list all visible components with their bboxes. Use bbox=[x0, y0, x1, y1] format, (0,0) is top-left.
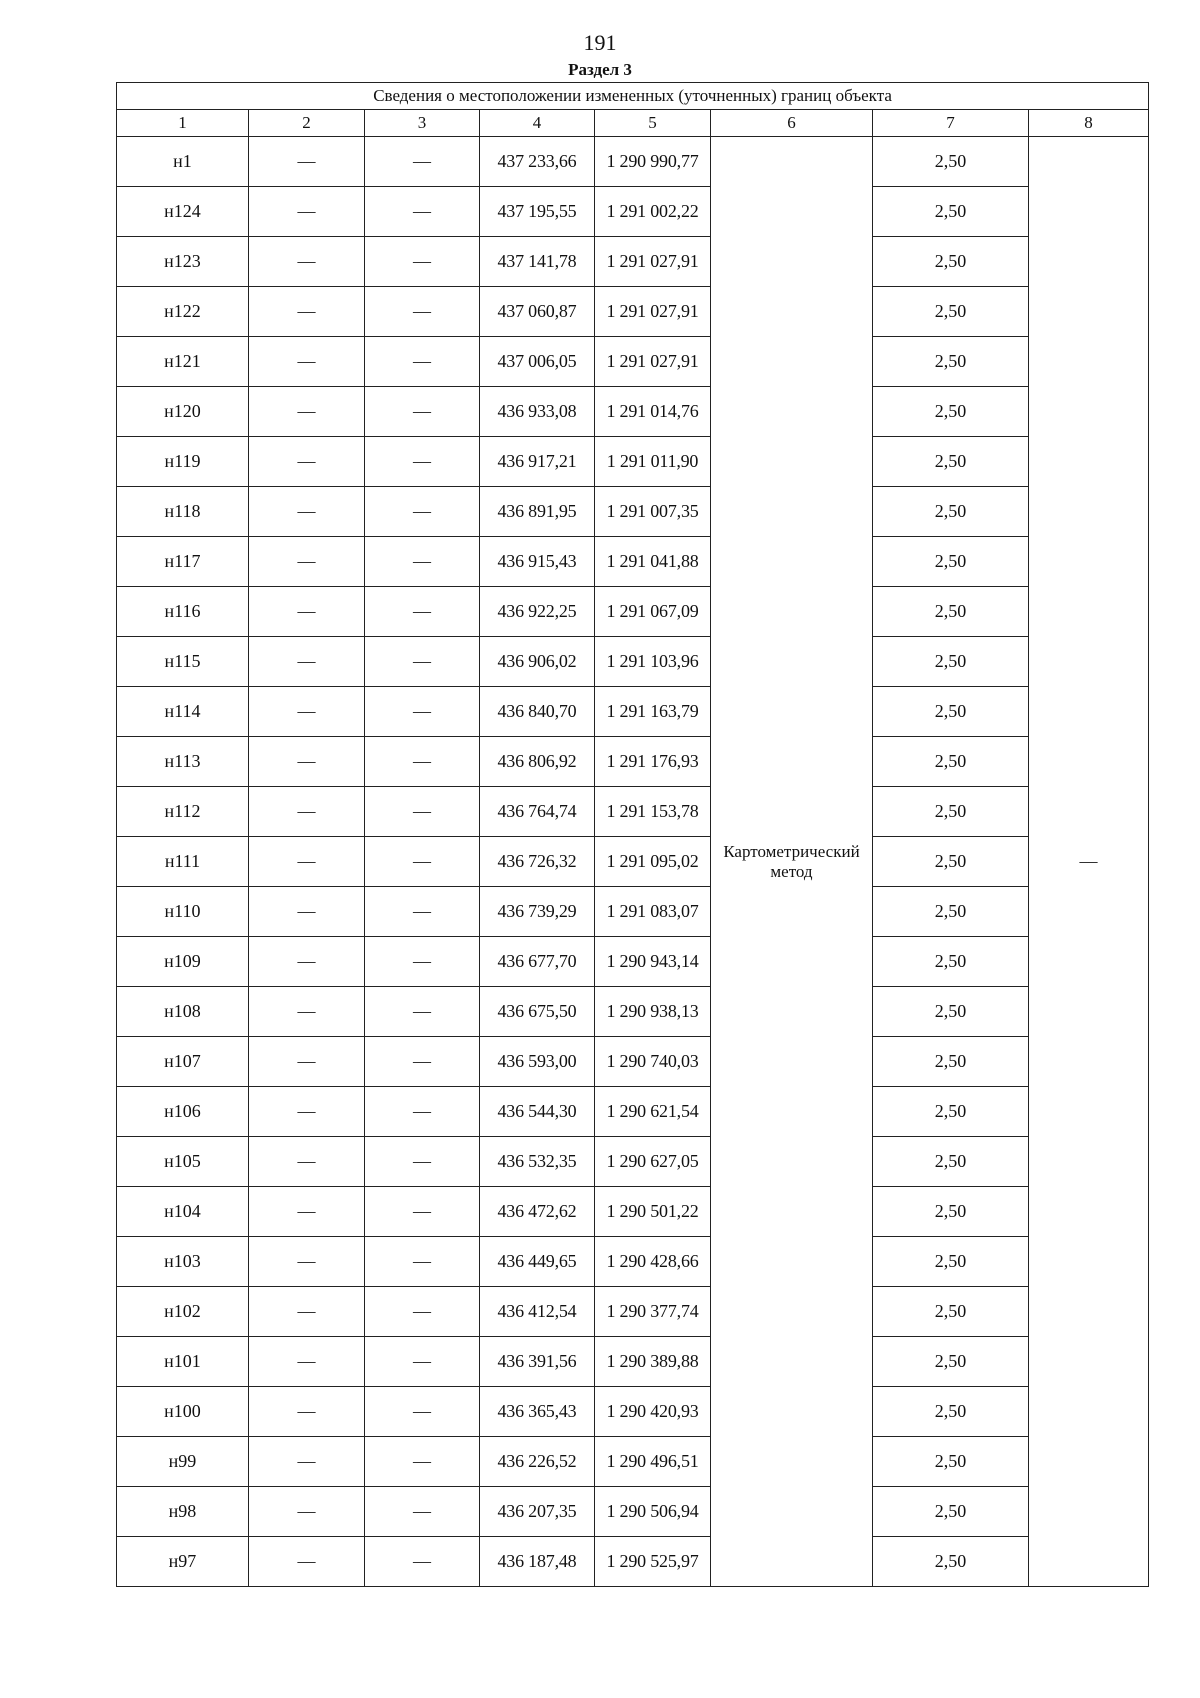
column-3-cell: — bbox=[365, 1337, 480, 1387]
column-2-cell: — bbox=[249, 1487, 365, 1537]
accuracy-cell: 2,50 bbox=[873, 687, 1029, 737]
column-3-cell: — bbox=[365, 137, 480, 187]
point-name-cell: н111 bbox=[117, 837, 249, 887]
column-2-cell: — bbox=[249, 237, 365, 287]
table-row bbox=[117, 987, 1149, 1037]
column-3-cell: — bbox=[365, 1137, 480, 1187]
column-2-cell: — bbox=[249, 437, 365, 487]
table-row bbox=[117, 1087, 1149, 1137]
column-2-cell: — bbox=[249, 1537, 365, 1587]
point-name-cell: н98 bbox=[117, 1487, 249, 1537]
table-row bbox=[117, 1437, 1149, 1487]
accuracy-cell: 2,50 bbox=[873, 137, 1029, 187]
table-row bbox=[117, 1287, 1149, 1337]
accuracy-cell: 2,50 bbox=[873, 287, 1029, 337]
table-row bbox=[117, 587, 1149, 637]
y-coordinate-cell: 1 291 027,91 bbox=[595, 337, 711, 387]
column-header: 2 bbox=[249, 110, 365, 137]
column-header: 5 bbox=[595, 110, 711, 137]
column-3-cell: — bbox=[365, 1187, 480, 1237]
point-name-cell: н102 bbox=[117, 1287, 249, 1337]
column-3-cell: — bbox=[365, 587, 480, 637]
table-row bbox=[117, 1037, 1149, 1087]
y-coordinate-cell: 1 291 103,96 bbox=[595, 637, 711, 687]
y-coordinate-cell: 1 290 420,93 bbox=[595, 1387, 711, 1437]
page-number: 191 bbox=[583, 30, 617, 55]
column-3-cell: — bbox=[365, 1287, 480, 1337]
table-row bbox=[117, 437, 1149, 487]
accuracy-cell: 2,50 bbox=[873, 1187, 1029, 1237]
point-name-cell: н121 bbox=[117, 337, 249, 387]
column-2-cell: — bbox=[249, 587, 365, 637]
accuracy-cell: 2,50 bbox=[873, 1137, 1029, 1187]
point-name-cell: н1 bbox=[117, 137, 249, 187]
accuracy-cell: 2,50 bbox=[873, 1487, 1029, 1537]
y-coordinate-cell: 1 290 496,51 bbox=[595, 1437, 711, 1487]
table-row bbox=[117, 487, 1149, 537]
y-coordinate-cell: 1 290 938,13 bbox=[595, 987, 711, 1037]
x-coordinate-cell: 436 840,70 bbox=[480, 687, 595, 737]
y-coordinate-cell: 1 291 027,91 bbox=[595, 287, 711, 337]
point-name-cell: н109 bbox=[117, 937, 249, 987]
y-coordinate-cell: 1 290 377,74 bbox=[595, 1287, 711, 1337]
table-row bbox=[117, 1237, 1149, 1287]
table-row bbox=[117, 787, 1149, 837]
accuracy-cell: 2,50 bbox=[873, 587, 1029, 637]
column-number-header bbox=[117, 110, 1149, 137]
column-3-cell: — bbox=[365, 1087, 480, 1137]
y-coordinate-cell: 1 290 740,03 bbox=[595, 1037, 711, 1087]
column-2-cell: — bbox=[249, 287, 365, 337]
column-2-cell: — bbox=[249, 737, 365, 787]
y-coordinate-cell: 1 291 041,88 bbox=[595, 537, 711, 587]
y-coordinate-cell: 1 291 067,09 bbox=[595, 587, 711, 637]
x-coordinate-cell: 436 906,02 bbox=[480, 637, 595, 687]
column-3-cell: — bbox=[365, 487, 480, 537]
table-row bbox=[117, 887, 1149, 937]
section-title: Раздел 3 bbox=[568, 60, 632, 79]
column-3-cell: — bbox=[365, 537, 480, 587]
point-name-cell: н118 bbox=[117, 487, 249, 537]
point-name-cell: н103 bbox=[117, 1237, 249, 1287]
accuracy-cell: 2,50 bbox=[873, 1537, 1029, 1587]
y-coordinate-cell: 1 291 095,02 bbox=[595, 837, 711, 887]
y-coordinate-cell: 1 290 389,88 bbox=[595, 1337, 711, 1387]
column-2-cell: — bbox=[249, 387, 365, 437]
point-name-cell: н114 bbox=[117, 687, 249, 737]
column-3-cell: — bbox=[365, 637, 480, 687]
table-row bbox=[117, 1487, 1149, 1537]
accuracy-cell: 2,50 bbox=[873, 887, 1029, 937]
y-coordinate-cell: 1 291 163,79 bbox=[595, 687, 711, 737]
accuracy-cell: 2,50 bbox=[873, 1437, 1029, 1487]
x-coordinate-cell: 436 187,48 bbox=[480, 1537, 595, 1587]
column-header: 8 bbox=[1029, 110, 1149, 137]
table-row bbox=[117, 1187, 1149, 1237]
column-2-cell: — bbox=[249, 637, 365, 687]
column-2-cell: — bbox=[249, 187, 365, 237]
accuracy-cell: 2,50 bbox=[873, 337, 1029, 387]
table-row bbox=[117, 737, 1149, 787]
accuracy-cell: 2,50 bbox=[873, 737, 1029, 787]
column-header: 3 bbox=[365, 110, 480, 137]
column-2-cell: — bbox=[249, 837, 365, 887]
x-coordinate-cell: 437 006,05 bbox=[480, 337, 595, 387]
table-row bbox=[117, 537, 1149, 587]
column-3-cell: — bbox=[365, 1537, 480, 1587]
x-coordinate-cell: 436 915,43 bbox=[480, 537, 595, 587]
x-coordinate-cell: 436 739,29 bbox=[480, 887, 595, 937]
column-2-cell: — bbox=[249, 987, 365, 1037]
table-row bbox=[117, 937, 1149, 987]
y-coordinate-cell: 1 290 428,66 bbox=[595, 1237, 711, 1287]
x-coordinate-cell: 437 233,66 bbox=[480, 137, 595, 187]
column-3-cell: — bbox=[365, 687, 480, 737]
accuracy-cell: 2,50 bbox=[873, 1037, 1029, 1087]
table-row bbox=[117, 387, 1149, 437]
column-2-cell: — bbox=[249, 137, 365, 187]
x-coordinate-cell: 436 544,30 bbox=[480, 1087, 595, 1137]
column-2-cell: — bbox=[249, 937, 365, 987]
accuracy-cell: 2,50 bbox=[873, 987, 1029, 1037]
table-row bbox=[117, 1537, 1149, 1587]
column-header: 4 bbox=[480, 110, 595, 137]
column-3-cell: — bbox=[365, 287, 480, 337]
table-row bbox=[117, 1337, 1149, 1387]
x-coordinate-cell: 436 917,21 bbox=[480, 437, 595, 487]
y-coordinate-cell: 1 291 011,90 bbox=[595, 437, 711, 487]
x-coordinate-cell: 436 933,08 bbox=[480, 387, 595, 437]
table-body bbox=[117, 137, 1149, 1587]
x-coordinate-cell: 436 207,35 bbox=[480, 1487, 595, 1537]
column-2-cell: — bbox=[249, 1287, 365, 1337]
point-name-cell: н120 bbox=[117, 387, 249, 437]
x-coordinate-cell: 436 391,56 bbox=[480, 1337, 595, 1387]
y-coordinate-cell: 1 290 501,22 bbox=[595, 1187, 711, 1237]
accuracy-cell: 2,50 bbox=[873, 1237, 1029, 1287]
x-coordinate-cell: 436 472,62 bbox=[480, 1187, 595, 1237]
point-name-cell: н124 bbox=[117, 187, 249, 237]
point-name-cell: н112 bbox=[117, 787, 249, 837]
point-name-cell: н107 bbox=[117, 1037, 249, 1087]
column-3-cell: — bbox=[365, 1237, 480, 1287]
column-2-cell: — bbox=[249, 887, 365, 937]
y-coordinate-cell: 1 290 621,54 bbox=[595, 1087, 711, 1137]
x-coordinate-cell: 436 593,00 bbox=[480, 1037, 595, 1087]
accuracy-cell: 2,50 bbox=[873, 937, 1029, 987]
column-8-cell: — bbox=[1029, 137, 1149, 1587]
column-2-cell: — bbox=[249, 1437, 365, 1487]
column-3-cell: — bbox=[365, 937, 480, 987]
column-3-cell: — bbox=[365, 437, 480, 487]
x-coordinate-cell: 436 412,54 bbox=[480, 1287, 595, 1337]
table-row bbox=[117, 137, 1149, 187]
accuracy-cell: 2,50 bbox=[873, 1087, 1029, 1137]
column-2-cell: — bbox=[249, 1387, 365, 1437]
y-coordinate-cell: 1 291 176,93 bbox=[595, 737, 711, 787]
column-3-cell: — bbox=[365, 1037, 480, 1087]
column-2-cell: — bbox=[249, 1187, 365, 1237]
accuracy-cell: 2,50 bbox=[873, 837, 1029, 887]
table-row bbox=[117, 1137, 1149, 1187]
accuracy-cell: 2,50 bbox=[873, 787, 1029, 837]
point-name-cell: н101 bbox=[117, 1337, 249, 1387]
column-3-cell: — bbox=[365, 337, 480, 387]
method-cell: Картометрический метод bbox=[711, 137, 873, 1587]
column-2-cell: — bbox=[249, 487, 365, 537]
column-2-cell: — bbox=[249, 1087, 365, 1137]
x-coordinate-cell: 436 449,65 bbox=[480, 1237, 595, 1287]
x-coordinate-cell: 436 806,92 bbox=[480, 737, 595, 787]
accuracy-cell: 2,50 bbox=[873, 637, 1029, 687]
column-3-cell: — bbox=[365, 887, 480, 937]
column-2-cell: — bbox=[249, 337, 365, 387]
column-2-cell: — bbox=[249, 787, 365, 837]
column-2-cell: — bbox=[249, 1137, 365, 1187]
accuracy-cell: 2,50 bbox=[873, 437, 1029, 487]
x-coordinate-cell: 436 677,70 bbox=[480, 937, 595, 987]
y-coordinate-cell: 1 290 627,05 bbox=[595, 1137, 711, 1187]
point-name-cell: н104 bbox=[117, 1187, 249, 1237]
table-row bbox=[117, 1387, 1149, 1437]
column-2-cell: — bbox=[249, 1337, 365, 1387]
column-3-cell: — bbox=[365, 837, 480, 887]
point-name-cell: н105 bbox=[117, 1137, 249, 1187]
column-2-cell: — bbox=[249, 687, 365, 737]
accuracy-cell: 2,50 bbox=[873, 487, 1029, 537]
point-name-cell: н108 bbox=[117, 987, 249, 1037]
column-header: 1 bbox=[117, 110, 249, 137]
point-name-cell: н106 bbox=[117, 1087, 249, 1137]
x-coordinate-cell: 436 726,32 bbox=[480, 837, 595, 887]
table-row bbox=[117, 287, 1149, 337]
column-3-cell: — bbox=[365, 1487, 480, 1537]
point-name-cell: н117 bbox=[117, 537, 249, 587]
x-coordinate-cell: 436 675,50 bbox=[480, 987, 595, 1037]
y-coordinate-cell: 1 291 007,35 bbox=[595, 487, 711, 537]
y-coordinate-cell: 1 291 014,76 bbox=[595, 387, 711, 437]
x-coordinate-cell: 437 060,87 bbox=[480, 287, 595, 337]
column-2-cell: — bbox=[249, 1037, 365, 1087]
accuracy-cell: 2,50 bbox=[873, 237, 1029, 287]
x-coordinate-cell: 436 532,35 bbox=[480, 1137, 595, 1187]
column-3-cell: — bbox=[365, 1437, 480, 1487]
column-3-cell: — bbox=[365, 387, 480, 437]
accuracy-cell: 2,50 bbox=[873, 387, 1029, 437]
column-3-cell: — bbox=[365, 737, 480, 787]
boundary-coordinates-table bbox=[116, 82, 1149, 1587]
accuracy-cell: 2,50 bbox=[873, 187, 1029, 237]
column-2-cell: — bbox=[249, 537, 365, 587]
accuracy-cell: 2,50 bbox=[873, 537, 1029, 587]
point-name-cell: н119 bbox=[117, 437, 249, 487]
point-name-cell: н115 bbox=[117, 637, 249, 687]
table-row bbox=[117, 637, 1149, 687]
accuracy-cell: 2,50 bbox=[873, 1337, 1029, 1387]
point-name-cell: н122 bbox=[117, 287, 249, 337]
x-coordinate-cell: 436 365,43 bbox=[480, 1387, 595, 1437]
table-row bbox=[117, 187, 1149, 237]
column-3-cell: — bbox=[365, 1387, 480, 1437]
accuracy-cell: 2,50 bbox=[873, 1287, 1029, 1337]
accuracy-cell: 2,50 bbox=[873, 1387, 1029, 1437]
column-header: 7 bbox=[873, 110, 1029, 137]
column-header: 6 bbox=[711, 110, 873, 137]
y-coordinate-cell: 1 290 525,97 bbox=[595, 1537, 711, 1587]
y-coordinate-cell: 1 291 027,91 bbox=[595, 237, 711, 287]
x-coordinate-cell: 436 226,52 bbox=[480, 1437, 595, 1487]
x-coordinate-cell: 436 764,74 bbox=[480, 787, 595, 837]
point-name-cell: н123 bbox=[117, 237, 249, 287]
table-row bbox=[117, 687, 1149, 737]
x-coordinate-cell: 436 891,95 bbox=[480, 487, 595, 537]
x-coordinate-cell: 437 195,55 bbox=[480, 187, 595, 237]
column-2-cell: — bbox=[249, 1237, 365, 1287]
y-coordinate-cell: 1 291 153,78 bbox=[595, 787, 711, 837]
point-name-cell: н116 bbox=[117, 587, 249, 637]
table-caption: Сведения о местоположении измененных (уточненных) границ объекта bbox=[117, 83, 1149, 110]
y-coordinate-cell: 1 291 083,07 bbox=[595, 887, 711, 937]
table-row bbox=[117, 337, 1149, 387]
point-name-cell: н97 bbox=[117, 1537, 249, 1587]
column-3-cell: — bbox=[365, 787, 480, 837]
column-3-cell: — bbox=[365, 237, 480, 287]
y-coordinate-cell: 1 290 990,77 bbox=[595, 137, 711, 187]
point-name-cell: н100 bbox=[117, 1387, 249, 1437]
point-name-cell: н113 bbox=[117, 737, 249, 787]
column-3-cell: — bbox=[365, 187, 480, 237]
table-row bbox=[117, 237, 1149, 287]
column-3-cell: — bbox=[365, 987, 480, 1037]
y-coordinate-cell: 1 291 002,22 bbox=[595, 187, 711, 237]
table-row bbox=[117, 837, 1149, 887]
x-coordinate-cell: 437 141,78 bbox=[480, 237, 595, 287]
x-coordinate-cell: 436 922,25 bbox=[480, 587, 595, 637]
point-name-cell: н110 bbox=[117, 887, 249, 937]
point-name-cell: н99 bbox=[117, 1437, 249, 1487]
y-coordinate-cell: 1 290 943,14 bbox=[595, 937, 711, 987]
y-coordinate-cell: 1 290 506,94 bbox=[595, 1487, 711, 1537]
